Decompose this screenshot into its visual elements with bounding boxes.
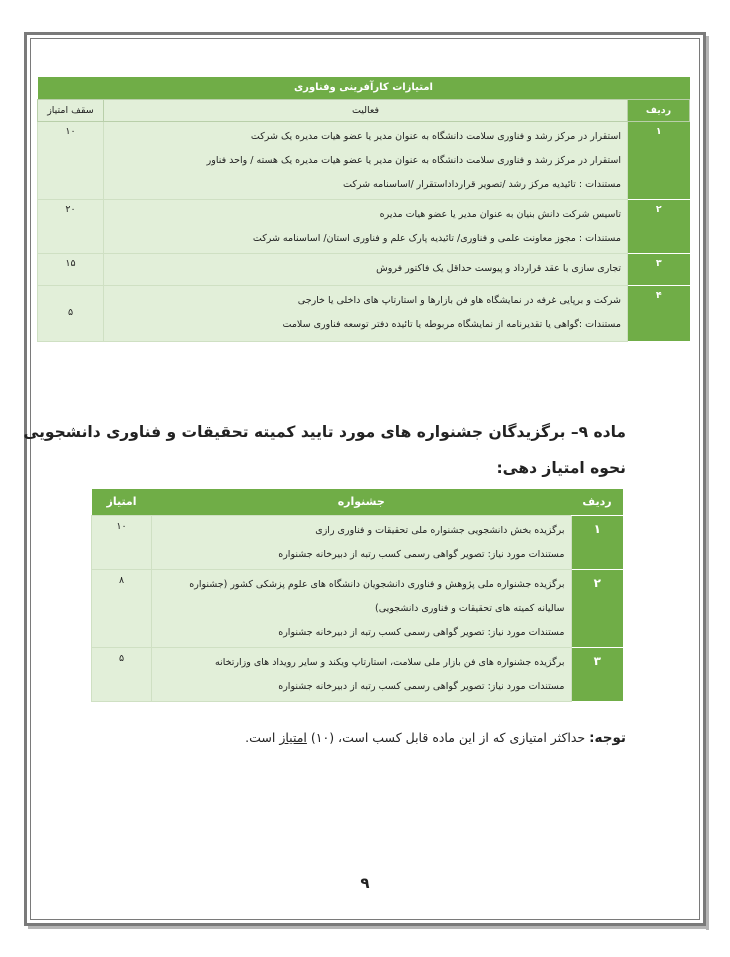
note-text-end: است. [245,730,280,745]
page-number: ۹ [360,874,370,892]
festival-line: مستندات مورد نیاز: تصویر گواهی رسمی کسب رتبه از دبیرخانه جشنواره [278,626,565,638]
festival-line: سالیانه کمیته های تحقیقات و فناوری دانشجویی) [375,602,565,614]
table-row [92,647,624,701]
section-heading: ماده ۹– برگزیدگان جشنواره های مورد تایید کمیته تحقیقات و فناوری دانشجویی [23,423,626,441]
festival-cell [152,647,572,701]
table-row [38,199,690,253]
festival-line: برگزیده بخش دانشجویی جشنواره ملی تحقیقات و فناوری رازی [315,524,565,536]
activity-cell [104,253,628,285]
activity-line: تاسیس شرکت دانش بنیان به عنوان مدیر یا عضو هیات مدیره [379,208,621,220]
activity-line: مستندات : تائیدیه مرکز رشد /تصویر قرارداداستقرار /اساسنامه شرکت [342,178,621,190]
activity-cell [104,199,628,253]
row-number: ۲ [628,199,690,253]
activity-cell [104,285,628,341]
score-cell: ۱۵ [38,253,104,285]
page-border-shadow [28,926,709,929]
column-header-radif: ردیف [628,99,690,121]
row-number: ۱ [628,121,690,199]
activity-line: شرکت و برپایی غرفه در نمایشگاه هاو فن بازارها و استارتاپ های داخلی یا خارجی [297,294,621,306]
row-number: ۳ [628,253,690,285]
festival-line: برگزیده جشنواره ملی پژوهش و فناوری دانشجویان دانشگاه های علوم پزشکی کشور (جشنواره [189,578,565,590]
note-text: حداکثر امتیازی که از این ماده قابل کسب است، (۱۰) [306,730,590,745]
table-row [38,285,690,341]
note-underlined-text: امتیاز [279,730,307,745]
score-cell: ۵ [38,285,104,341]
festival-line: برگزیده جشنواره های فن بازار ملی سلامت، استارتاپ ویکند و سایر رویداد های وزارتخانه [215,656,565,668]
table-row [38,121,690,199]
activity-cell [104,121,628,199]
table-row [38,253,690,285]
activity-line: مستندات : مجوز معاونت علمی و فناوری/ تائیدیه پارک علم و فناوری استان/ اساسنامه شرکت [252,232,621,244]
activity-line: استقرار در مرکز رشد و فناوری سلامت دانشگاه به عنوان مدیر یا عضو هیات مدیره یک شرکت [250,130,621,142]
score-cell: ۱۰ [92,515,152,569]
score-cell: ۱۰ [38,121,104,199]
note-label: توجه: [589,730,626,746]
score-cell: ۲۰ [38,199,104,253]
page-border-shadow [706,36,709,930]
activity-line: تجاری سازی با عقد قرارداد و پیوست حداقل یک فاکتور فروش [376,262,621,274]
score-cell: ۸ [92,569,152,647]
activity-line: مستندات :گواهی یا تقدیرنامه از نمایشگاه مربوطه یا تائیده دفتر توسعه فناوری سلامت [282,318,621,330]
column-header-festival: جشنواره [152,489,572,515]
activity-line: استقرار در مرکز رشد و فناوری سلامت دانشگاه به عنوان مدیر یا عضو هیات مدیره یک هسته / واحد فناور [206,154,621,166]
festival-line: مستندات مورد نیاز: تصویر گواهی رسمی کسب رتبه از دبیرخانه جشنواره [278,680,565,692]
row-number: ۴ [628,285,690,341]
table-row [92,569,624,647]
table-row [92,515,624,569]
entrepreneurship-table [37,77,690,342]
festival-table [91,489,623,702]
festival-cell [152,569,572,647]
column-header-max-score: سقف امتیاز [38,99,104,121]
column-header-radif: ردیف [571,489,623,515]
row-number: ۲ [571,569,623,647]
column-header-activity: فعالیت [104,99,628,121]
score-cell: ۵ [92,647,152,701]
row-number: ۳ [571,647,623,701]
festival-line: مستندات مورد نیاز: تصویر گواهی رسمی کسب رتبه از دبیرخانه جشنواره [278,548,565,560]
column-header-score: امتیاز [92,489,152,515]
section-subheading: نحوه امتیاز دهی: [496,459,626,477]
table-title: امتیازات کارآفرینی وفناوری [38,77,690,99]
festival-cell [152,515,572,569]
row-number: ۱ [571,515,623,569]
note-paragraph [245,730,626,746]
